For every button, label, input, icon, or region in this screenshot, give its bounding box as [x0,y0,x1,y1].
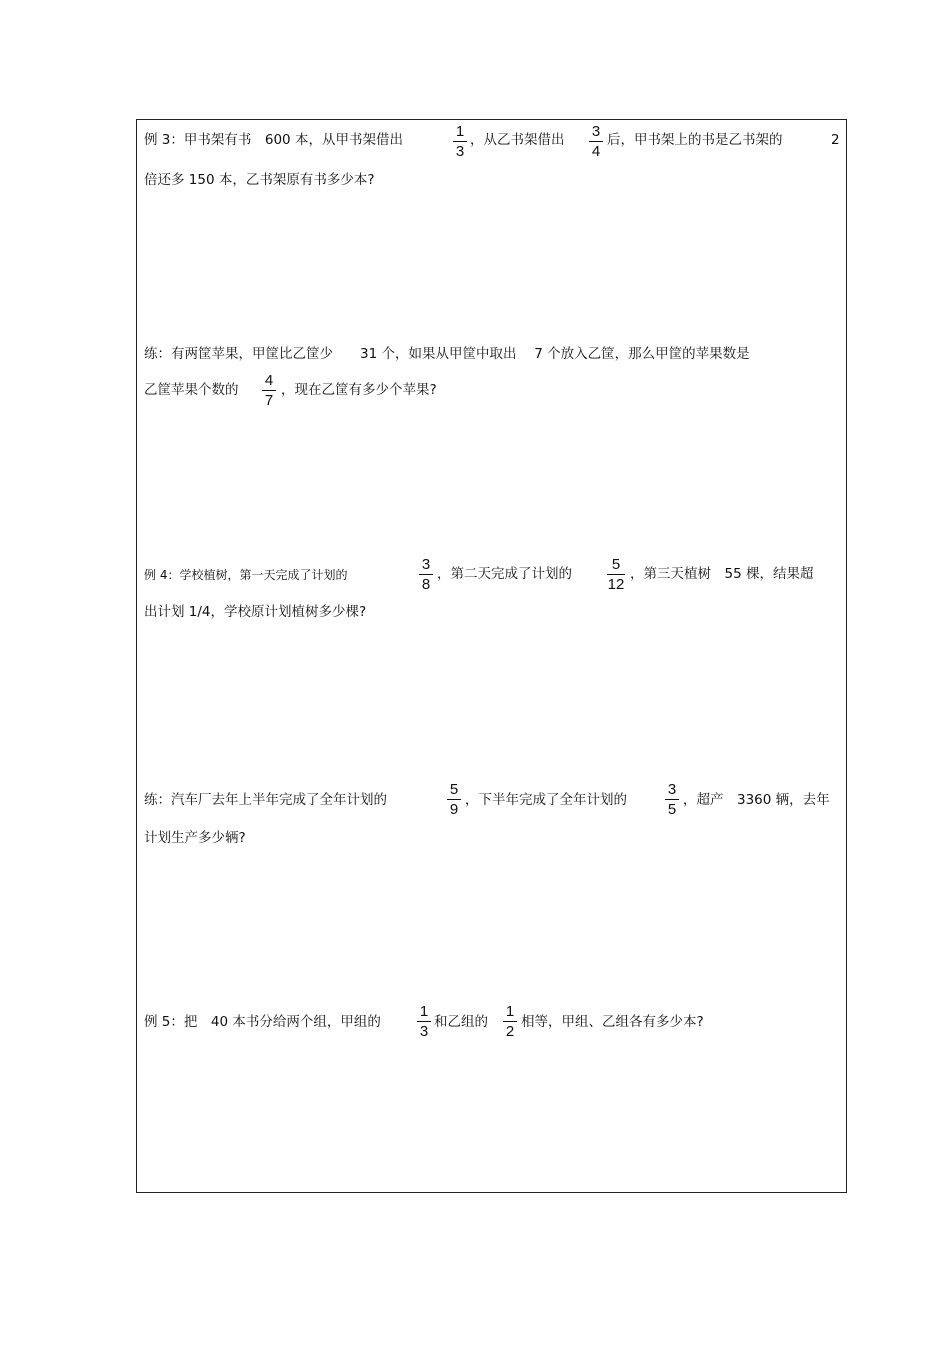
ex4-fraction-2 [603,556,629,593]
pr1-f1-denominator: 7 [264,392,274,409]
fraction-bar [503,1021,517,1022]
fraction-bar [417,1021,431,1022]
ex5-text-a: 例 5：把 40 本书分给两个组，甲组的 [144,1014,381,1030]
ex4-f2-numerator: 5 [611,556,621,573]
ex4-fraction-1 [415,556,437,593]
ex5-text-c: 相等，甲组、乙组各有多少本? [521,1014,704,1030]
problem-frame [136,119,847,1193]
ex5-f2-numerator: 1 [505,1003,515,1020]
fraction-bar [665,799,679,800]
pr1-f1-numerator: 4 [264,372,274,389]
ex5-fraction-2 [499,1003,521,1040]
ex4-text-b: ，第二天完成了计划的 [437,566,572,582]
pr2-f2-numerator: 3 [667,781,677,798]
ex3-text-a: 例 3：甲书架有书 600 本，从甲书架借出 [144,132,403,148]
pr1-fraction-1 [258,372,280,409]
fraction-bar [453,141,467,142]
pr2-line-2: 计划生产多少辆? [144,830,246,846]
fraction-bar [419,574,433,575]
ex4-line-2: 出计划 1/4，学校原计划植树多少棵? [144,604,367,620]
pr2-text-a: 练：汽车厂去年上半年完成了全年计划的 [144,792,387,808]
pr1-line-1: 练：有两筐苹果，甲筐比乙筐少 31 个，如果从甲筐中取出 7 个放入乙筐，那么甲筐的苹果数是 [144,346,750,362]
ex4-text-a: 例 4：学校植树，第一天完成了计划的 [144,568,348,582]
ex3-line-2: 倍还多 150 本，乙书架原有书多少本? [144,172,375,188]
pr2-f2-denominator: 5 [667,801,677,818]
ex4-f1-numerator: 3 [421,556,431,573]
ex3-f1-numerator: 1 [455,123,465,140]
fraction-bar [447,799,461,800]
ex3-f1-denominator: 3 [455,143,465,160]
fraction-bar [607,574,625,575]
ex5-fraction-1 [413,1003,435,1040]
ex3-f2-denominator: 4 [591,143,601,160]
pr2-f1-numerator: 5 [449,781,459,798]
ex4-text-c: ，第三天植树 55 棵，结果超 [630,566,814,582]
ex5-f1-numerator: 1 [419,1003,429,1020]
ex3-fraction-1 [449,123,471,160]
ex4-f2-denominator: 12 [607,576,625,593]
ex4-f1-denominator: 8 [421,576,431,593]
pr2-fraction-1 [443,781,465,818]
fraction-bar [262,390,276,391]
ex3-f2-numerator: 3 [591,123,601,140]
ex5-text-b: 和乙组的 [434,1014,488,1030]
pr1-text-a: 乙筐苹果个数的 [144,382,239,398]
ex3-text-c: 后，甲书架上的书是乙书架的 [607,132,783,148]
pr1-text-b: ，现在乙筐有多少个苹果? [281,382,437,398]
pr2-text-b: ，下半年完成了全年计划的 [465,792,627,808]
pr2-text-c: ，超产 3360 辆，去年 [683,792,830,808]
fraction-bar [589,141,603,142]
pr2-fraction-2 [661,781,683,818]
ex3-text-b: ，从乙书架借出 [470,132,565,148]
ex5-f2-denominator: 2 [505,1023,515,1040]
ex3-fraction-2 [585,123,607,160]
ex5-f1-denominator: 3 [419,1023,429,1040]
ex3-text-d: 2 [831,132,840,148]
pr2-f1-denominator: 9 [449,801,459,818]
